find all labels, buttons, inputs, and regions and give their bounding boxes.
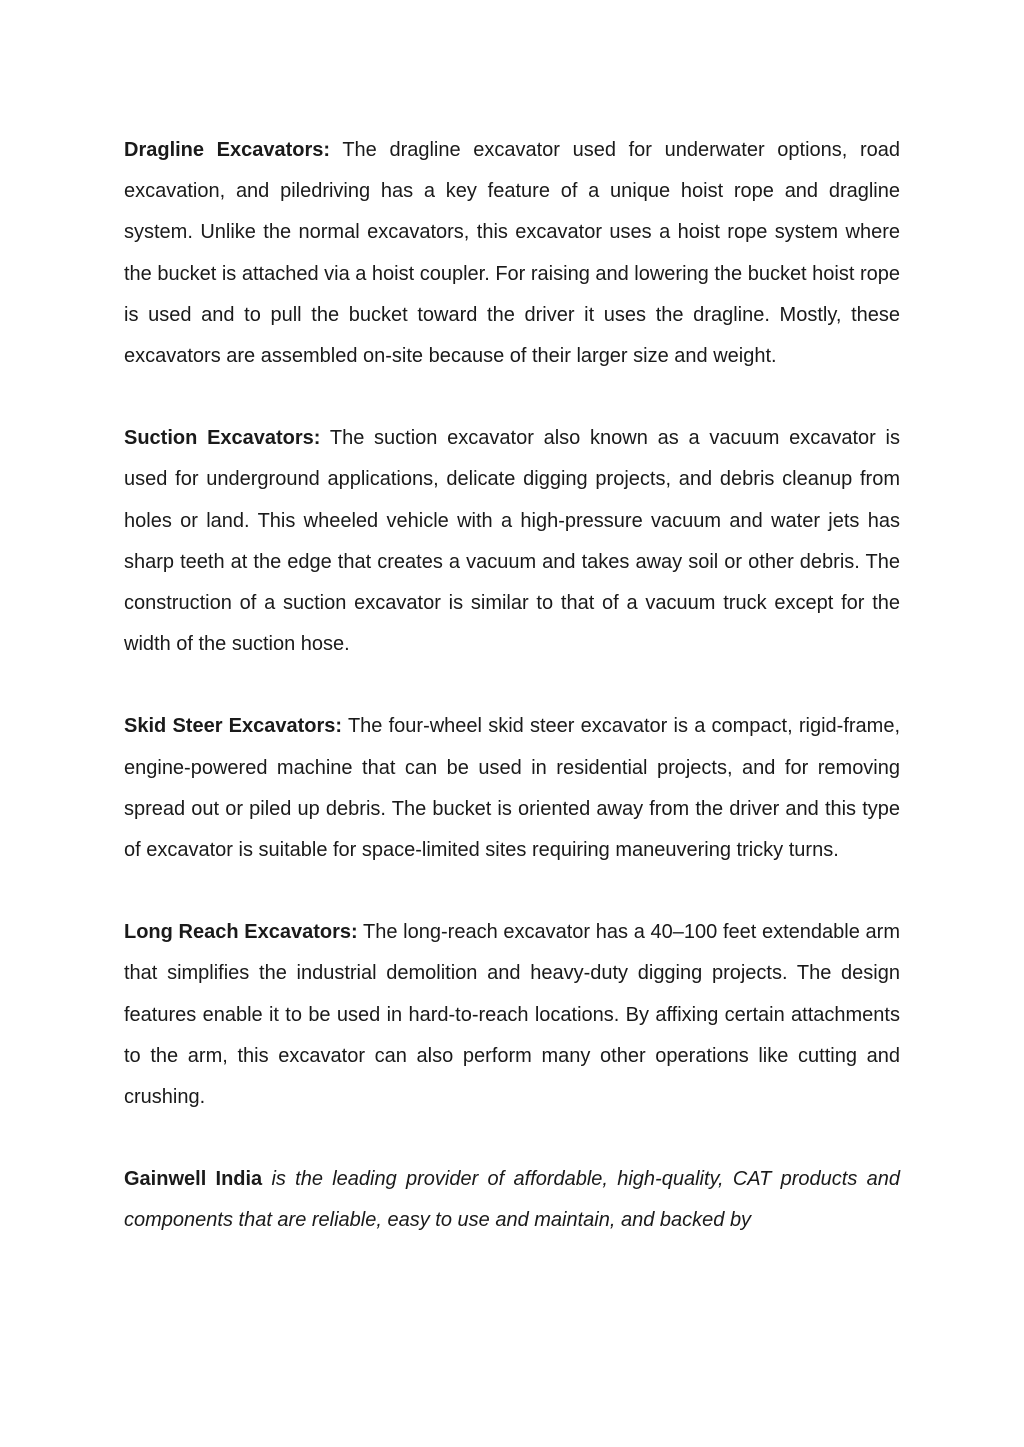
text-suction-excavators: The suction excavator also known as a vacuum excavator is used for underground applications, delicate digging projects, and debris cleanup from holes or land. This wheeled vehicle with a high-pressure vacuum and water jets has sharp teeth at the edge that creates a vacuum and takes away soil or other debris. The construction of a suction excavator is similar to that of a vacuum truck except for the width of the suction hose. <box>124 427 900 656</box>
document-page <box>124 130 900 1283</box>
text-long-reach-excavators: The long-reach excavator has a 40–100 feet extendable arm that simplifies the industrial demolition and heavy-duty digging projects. The design features enable it to be used in hard-to-reach locations. By affixing certain attachments to the arm, this excavator can also perform many other operations like cutting and crushing. <box>124 921 900 1109</box>
text-dragline-excavators: The dragline excavator used for underwater options, road excavation, and piledriving has a key feature of a unique hoist rope and dragline system. Unlike the normal excavators, this excavator uses a hoist rope system where the bucket is attached via a hoist coupler. For raising and lowering the bucket hoist rope is used and to pull the bucket toward the driver it uses the dragline. Mostly, these excavators are assembled on-site because of their larger size and weight. <box>124 139 901 368</box>
term-dragline-excavators: Dragline Excavators: <box>124 139 331 161</box>
paragraph-long-reach-excavators <box>124 912 900 1118</box>
text-gainwell-india: is the leading provider of affordable, high-quality, CAT products and components that are reliable, easy to use and maintain, and backed by <box>124 1168 900 1232</box>
paragraph-suction-excavators <box>124 418 900 665</box>
term-skid-steer-excavators: Skid Steer Excavators: <box>124 715 343 738</box>
paragraph-gainwell-india <box>124 1159 900 1241</box>
text-skid-steer-excavators: The four-wheel skid steer excavator is a compact, rigid-frame, engine-powered machine that can be used in residential projects, and for removing spread out or piled up debris. The bucket is oriented away from the driver and this type of excavator is suitable for space-limited sites requiring maneuvering tricky turns. <box>124 715 901 862</box>
term-suction-excavators: Suction Excavators: <box>124 427 321 450</box>
paragraph-dragline-excavators <box>124 130 900 377</box>
term-long-reach-excavators: Long Reach Excavators: <box>124 921 358 944</box>
paragraph-skid-steer-excavators <box>124 706 900 871</box>
term-gainwell-india: Gainwell India <box>124 1168 263 1191</box>
